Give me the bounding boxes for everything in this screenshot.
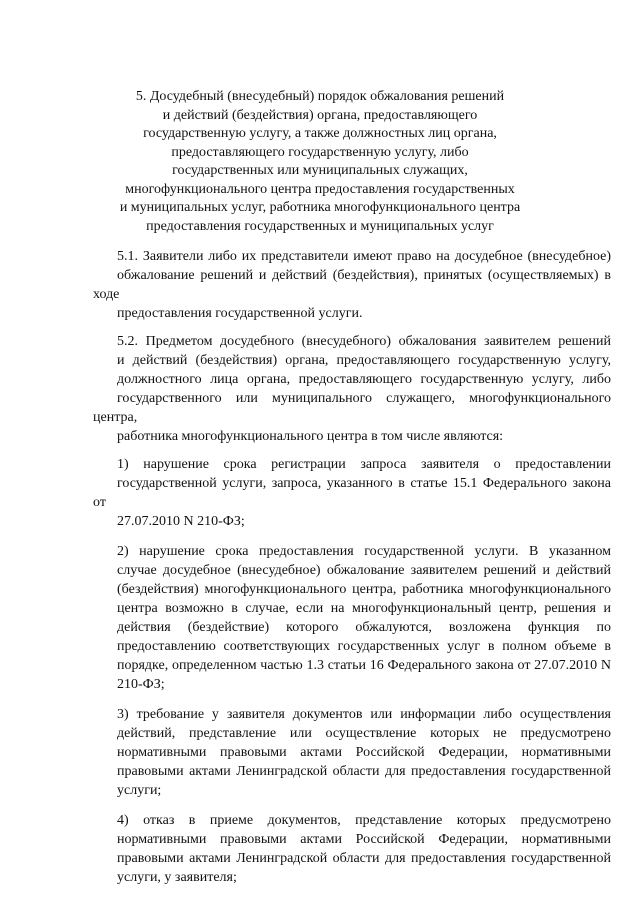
paragraph-line: нормативными правовыми актами Российской Федерации, нормативными [117,745,611,760]
paragraph-line: действий, представление или осуществление которых не предусмотрено [117,726,611,741]
paragraph-line: предоставлению соответствующих государственных услуг в полном объеме в [117,639,611,654]
paragraph-line: правовыми актами Ленинградской области для предоставления государственной [117,764,611,779]
paragraph-line: нормативными правовыми актами Российской Федерации, нормативными [117,832,611,847]
list-item-1 [93,455,611,531]
list-item-3 [93,705,611,800]
paragraph-line: 2) нарушение срока предоставления государственной услуги. В указанном [117,544,611,559]
paragraph-line: должностного лица органа, предоставляющего государственную услугу, либо [117,372,611,387]
paragraph-5-2 [93,332,611,446]
paragraph-line: предоставления государственной услуги. [117,306,363,321]
paragraph-line: 1) нарушение срока регистрации запроса заявителя о предоставлении [117,457,611,472]
heading-line: многофункционального центра предоставления государственных [125,181,515,197]
paragraph-line: 210-ФЗ; [117,677,165,692]
heading-line: и муниципальных услуг, работника многофункционального центра [119,200,521,215]
heading-line: и действий (бездействия) органа, предоставляющего [162,107,478,123]
heading-line: государственных или муниципальных служащих, [172,163,468,178]
list-item-4 [93,811,611,887]
paragraph-line: 3) требование у заявителя документов или информации либо осуществления [117,707,611,722]
paragraph-line: работника многофункционального центра в том числе являются: [117,429,504,444]
paragraph-line: центра возможно в случае, если на многофункциональный центр, решения и [117,601,611,616]
paragraph-line: порядке, определенном частью 1.3 статьи 16 Федерального закона от 27.07.2010 N [117,658,611,673]
paragraph-line: и действий (бездействия) органа, предоставляющего государственную услугу, [117,353,611,368]
paragraph-line: действия (бездействие) которого обжалуются, возложена функция по [117,620,611,635]
paragraph-line: (бездействия) многофункционального центра, работника многофункционального [117,582,611,597]
paragraph-line: 5.2. Предметом досудебного (внесудебного) обжалования заявителем решений [117,334,611,349]
heading-line: государственную услугу, а также должностных лиц органа, [143,126,497,141]
paragraph-line: случае досудебное (внесудебное) обжалование заявителем решений и действий [117,563,611,578]
paragraph-line: государственного или муниципального служащего, многофункционального центра, [93,391,611,425]
paragraph-line: услуги; [117,783,162,798]
paragraph-line: обжалование решений и действий (бездействия), принятых (осуществляемых) в ходе [93,268,611,302]
paragraph-5-1 [93,247,611,323]
heading-line: 5. Досудебный (внесудебный) порядок обжалования решений [135,89,505,104]
paragraph-line: 4) отказ в приеме документов, представление которых предусмотрено [117,813,611,828]
paragraph-line: услуги, у заявителя; [117,870,237,885]
heading-line: предоставляющего государственную услугу, либо [171,144,469,160]
heading-line: предоставления государственных и муниципальных услуг [146,218,494,234]
paragraph-line: 27.07.2010 N 210-ФЗ; [117,514,245,529]
document-body [93,247,611,898]
list-item-2 [93,542,611,694]
paragraph-line: правовыми актами Ленинградской области для предоставления государственной [117,851,611,866]
section-heading [100,88,540,236]
paragraph-line: государственной услуги, запроса, указанного в статье 15.1 Федерального закона от [93,476,611,510]
paragraph-line: 5.1. Заявители либо их представители имеют право на досудебное (внесудебное) [117,249,611,264]
